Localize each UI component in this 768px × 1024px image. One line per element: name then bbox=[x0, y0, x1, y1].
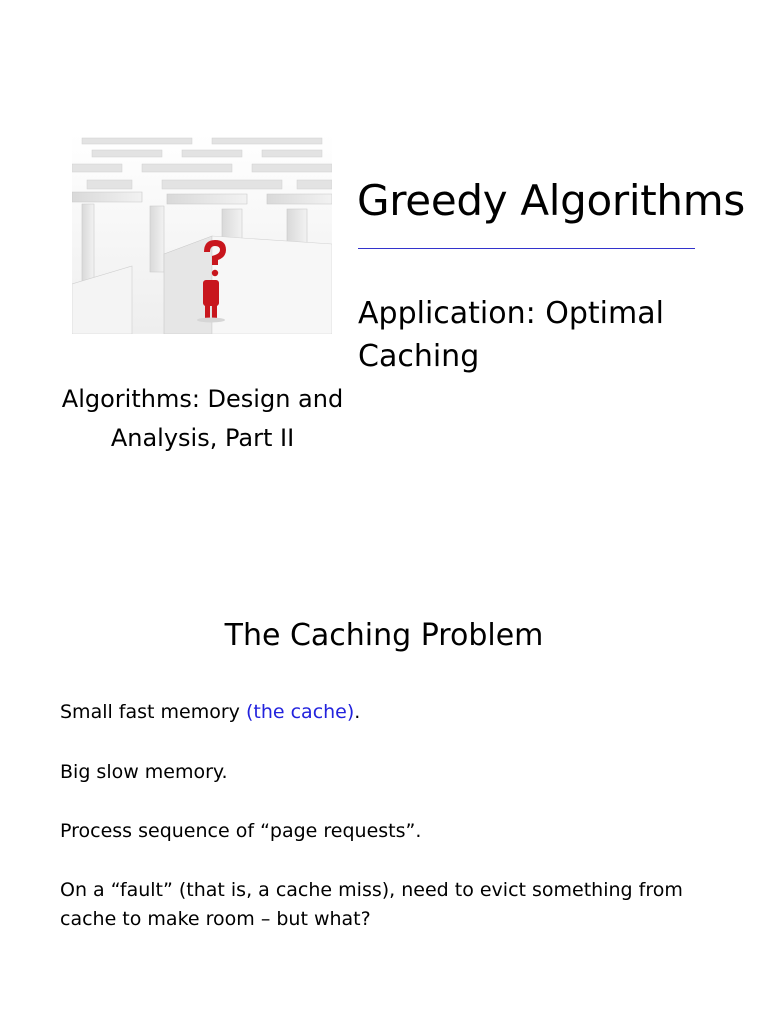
bullet-fault: On a “fault” (that is, a cache miss), need to evict something from cache to make room – but what? bbox=[60, 879, 683, 930]
bullet-big-memory: Big slow memory. bbox=[60, 761, 228, 783]
slide-subtitle: Application: Optimal Caching bbox=[358, 296, 664, 374]
bullet-cache-text: Small fast memory bbox=[60, 701, 246, 723]
bullet-cache bbox=[60, 698, 740, 727]
bullet-page-requests: Process sequence of “page requests”. bbox=[60, 820, 422, 842]
slide-title: Greedy Algorithms bbox=[357, 176, 745, 225]
bullet-cache-end: . bbox=[354, 701, 361, 723]
slide-heading: The Caching Problem bbox=[224, 618, 544, 653]
title-underline bbox=[358, 248, 695, 249]
course-name: Algorithms: Design and Analysis, Part II bbox=[61, 385, 344, 452]
content-slide bbox=[0, 512, 768, 1024]
maze-with-question-figure-icon bbox=[72, 134, 332, 334]
cache-highlight: (the cache) bbox=[245, 701, 355, 723]
